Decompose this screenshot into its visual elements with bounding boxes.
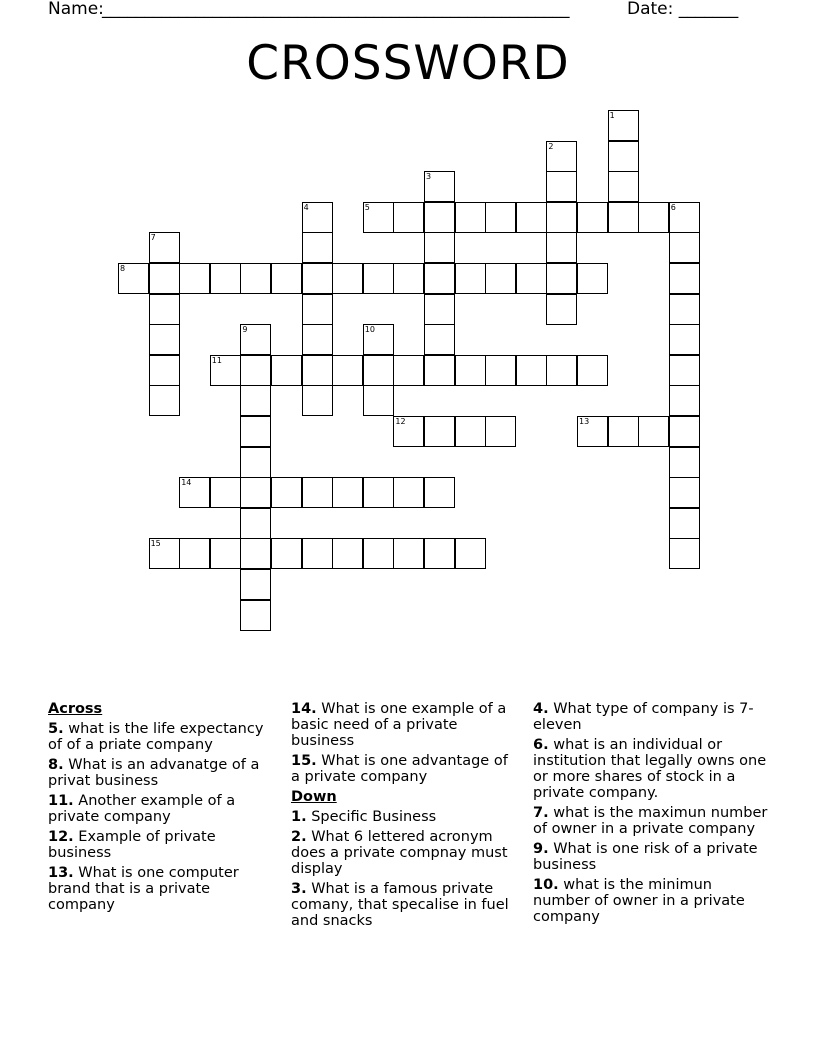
name-line: _______________________________________________________ <box>102 0 570 19</box>
grid-cell[interactable] <box>669 355 700 386</box>
date-label: Date: <box>627 0 674 19</box>
clue-across-11: 11. Another example of a private company <box>48 793 236 825</box>
clue-across-14: 14. What is one example of a basic need of a private business <box>291 701 507 749</box>
clue-across-12: 12. Example of private business <box>48 829 216 861</box>
grid-cell[interactable] <box>608 110 639 141</box>
grid-cell[interactable] <box>149 385 180 416</box>
grid-cell[interactable] <box>149 263 180 294</box>
clue-number: 4 <box>303 202 309 212</box>
clue-across-8: 8. What is an advanatge of a privat business <box>48 757 260 789</box>
grid-cell[interactable] <box>424 416 455 447</box>
clue-number: 3 <box>426 172 432 182</box>
grid-cell[interactable] <box>302 538 333 569</box>
grid-cell[interactable] <box>608 171 639 202</box>
grid-cell[interactable] <box>608 202 639 233</box>
grid-cell[interactable] <box>363 385 394 416</box>
clue-down-9: 9. What is one risk of a private business <box>533 841 758 873</box>
clue-number: 8 <box>120 264 126 273</box>
grid-cell[interactable] <box>424 294 455 325</box>
grid-cell[interactable] <box>669 477 700 508</box>
grid-cell[interactable] <box>149 324 180 355</box>
grid-cell[interactable] <box>271 355 302 386</box>
grid-cell[interactable] <box>516 202 547 233</box>
grid-cell[interactable] <box>240 416 271 447</box>
grid-cell[interactable] <box>424 538 455 569</box>
grid-cell[interactable] <box>332 355 363 386</box>
clue-down-2: 2. What 6 lettered acronym does a private compnay must display <box>291 829 508 877</box>
grid-cell[interactable] <box>546 141 577 172</box>
grid-cell[interactable] <box>393 477 424 508</box>
page-title: CROSSWORD <box>246 36 570 91</box>
grid-cell[interactable] <box>485 355 516 386</box>
grid-cell[interactable] <box>240 569 271 600</box>
grid-cell[interactable] <box>669 232 700 263</box>
grid-cell[interactable] <box>393 416 424 447</box>
grid-cell[interactable] <box>302 324 333 355</box>
clue-number: 11 <box>211 355 222 365</box>
grid-cell[interactable] <box>240 324 271 355</box>
grid-cell[interactable] <box>577 355 608 386</box>
grid-cell[interactable] <box>149 355 180 386</box>
clue-number: 12 <box>395 417 406 426</box>
grid-cell[interactable] <box>271 538 302 569</box>
grid-cell[interactable] <box>363 202 394 233</box>
grid-cell[interactable] <box>302 294 333 325</box>
grid-cell[interactable] <box>424 232 455 263</box>
grid-cell[interactable] <box>271 477 302 508</box>
clue-down-10: 10. what is the minimun number of owner in a private company <box>533 877 745 925</box>
clue-number: 1 <box>609 111 615 120</box>
clue-number: 15 <box>150 539 161 549</box>
grid-cell[interactable] <box>546 263 577 294</box>
grid-cell[interactable] <box>638 202 669 233</box>
grid-cell[interactable] <box>455 355 486 386</box>
grid-cell[interactable] <box>546 202 577 233</box>
grid-cell[interactable] <box>271 263 302 294</box>
grid-cell[interactable] <box>240 508 271 539</box>
grid-cell[interactable] <box>669 447 700 478</box>
grid-cell[interactable] <box>210 538 241 569</box>
grid-cell[interactable] <box>240 447 271 478</box>
grid-cell[interactable] <box>669 294 700 325</box>
grid-cell[interactable] <box>240 385 271 416</box>
grid-cell[interactable] <box>240 355 271 386</box>
clue-down-3: 3. What is a famous private comany, that specalise in fuel and snacks <box>291 881 509 929</box>
grid-cell[interactable] <box>179 538 210 569</box>
grid-cell[interactable] <box>240 538 271 569</box>
grid-cell[interactable] <box>608 416 639 447</box>
grid-cell[interactable] <box>424 171 455 202</box>
grid-cell[interactable] <box>577 263 608 294</box>
grid-cell[interactable] <box>240 477 271 508</box>
grid-cell[interactable] <box>302 355 333 386</box>
grid-cell[interactable] <box>546 171 577 202</box>
grid-cell[interactable] <box>608 141 639 172</box>
clue-across-5: 5. what is the life expectancy of of a priate company <box>48 721 264 753</box>
grid-cell[interactable] <box>424 324 455 355</box>
grid-cell[interactable] <box>516 355 547 386</box>
clue-number: 13 <box>579 417 590 426</box>
grid-cell[interactable] <box>455 538 486 569</box>
grid-cell[interactable] <box>516 263 547 294</box>
grid-cell[interactable] <box>669 416 700 447</box>
grid-cell[interactable] <box>546 232 577 263</box>
clue-number: 5 <box>364 202 370 212</box>
grid-cell[interactable] <box>393 538 424 569</box>
clue-number: 7 <box>150 233 156 243</box>
clue-number: 14 <box>181 478 192 488</box>
grid-cell[interactable] <box>669 508 700 539</box>
grid-cell[interactable] <box>669 385 700 416</box>
grid-cell[interactable] <box>638 416 669 447</box>
clue-across-15: 15. What is one advantage of a private company <box>291 753 508 785</box>
grid-cell[interactable] <box>302 263 333 294</box>
grid-cell[interactable] <box>546 294 577 325</box>
grid-cell[interactable] <box>577 202 608 233</box>
grid-cell[interactable] <box>669 263 700 294</box>
grid-cell[interactable] <box>210 263 241 294</box>
clue-number: 9 <box>242 325 248 335</box>
grid-cell[interactable] <box>332 263 363 294</box>
grid-cell[interactable] <box>393 355 424 386</box>
clues-column-2 <box>291 701 519 933</box>
grid-cell[interactable] <box>424 477 455 508</box>
down-heading: Down <box>291 789 337 805</box>
clues-column-3 <box>533 701 773 929</box>
grid-cell[interactable] <box>363 263 394 294</box>
clue-number: 2 <box>548 141 554 151</box>
grid-cell[interactable] <box>455 202 486 233</box>
grid-cell[interactable] <box>302 202 333 233</box>
grid-cell[interactable] <box>149 538 180 569</box>
grid-cell[interactable] <box>363 324 394 355</box>
date-line: _______ <box>678 0 739 19</box>
grid-cell[interactable] <box>577 416 608 447</box>
clues-column-1 <box>48 701 273 917</box>
grid-cell[interactable] <box>363 355 394 386</box>
grid-cell[interactable] <box>240 600 271 631</box>
grid-cell[interactable] <box>210 355 241 386</box>
grid-cell[interactable] <box>179 477 210 508</box>
grid-cell[interactable] <box>363 538 394 569</box>
grid-cell[interactable] <box>485 263 516 294</box>
clue-down-4: 4. What type of company is 7-eleven <box>533 701 754 733</box>
clue-across-13: 13. What is one computer brand that is a private company <box>48 865 239 913</box>
name-label: Name: <box>48 0 104 19</box>
grid-cell[interactable] <box>485 202 516 233</box>
grid-cell[interactable] <box>149 294 180 325</box>
grid-cell[interactable] <box>240 263 271 294</box>
grid-cell[interactable] <box>363 477 394 508</box>
clue-down-7: 7. what is the maximun number of owner in a private company <box>533 805 768 837</box>
grid-cell[interactable] <box>546 355 577 386</box>
clue-number: 10 <box>364 325 375 335</box>
grid-cell[interactable] <box>332 538 363 569</box>
grid-cell[interactable] <box>118 263 149 294</box>
clue-down-6: 6. what is an individual or institution that legally owns one or more shares of stock in a private company. <box>533 737 767 801</box>
grid-cell[interactable] <box>149 232 180 263</box>
grid-cell[interactable] <box>302 385 333 416</box>
clue-down-1: 1. Specific Business <box>291 809 437 825</box>
clue-number: 6 <box>670 202 676 212</box>
grid-cell[interactable] <box>455 416 486 447</box>
grid-cell[interactable] <box>455 263 486 294</box>
grid-cell[interactable] <box>302 477 333 508</box>
grid-cell[interactable] <box>332 477 363 508</box>
grid-cell[interactable] <box>302 232 333 263</box>
grid-cell[interactable] <box>179 263 210 294</box>
grid-cell[interactable] <box>424 263 455 294</box>
grid-cell[interactable] <box>424 355 455 386</box>
grid-cell[interactable] <box>210 477 241 508</box>
grid-cell[interactable] <box>393 202 424 233</box>
grid-cell[interactable] <box>669 324 700 355</box>
grid-cell[interactable] <box>669 202 700 233</box>
grid-cell[interactable] <box>424 202 455 233</box>
grid-cell[interactable] <box>669 538 700 569</box>
across-heading: Across <box>48 701 103 717</box>
grid-cell[interactable] <box>485 416 516 447</box>
grid-cell[interactable] <box>393 263 424 294</box>
